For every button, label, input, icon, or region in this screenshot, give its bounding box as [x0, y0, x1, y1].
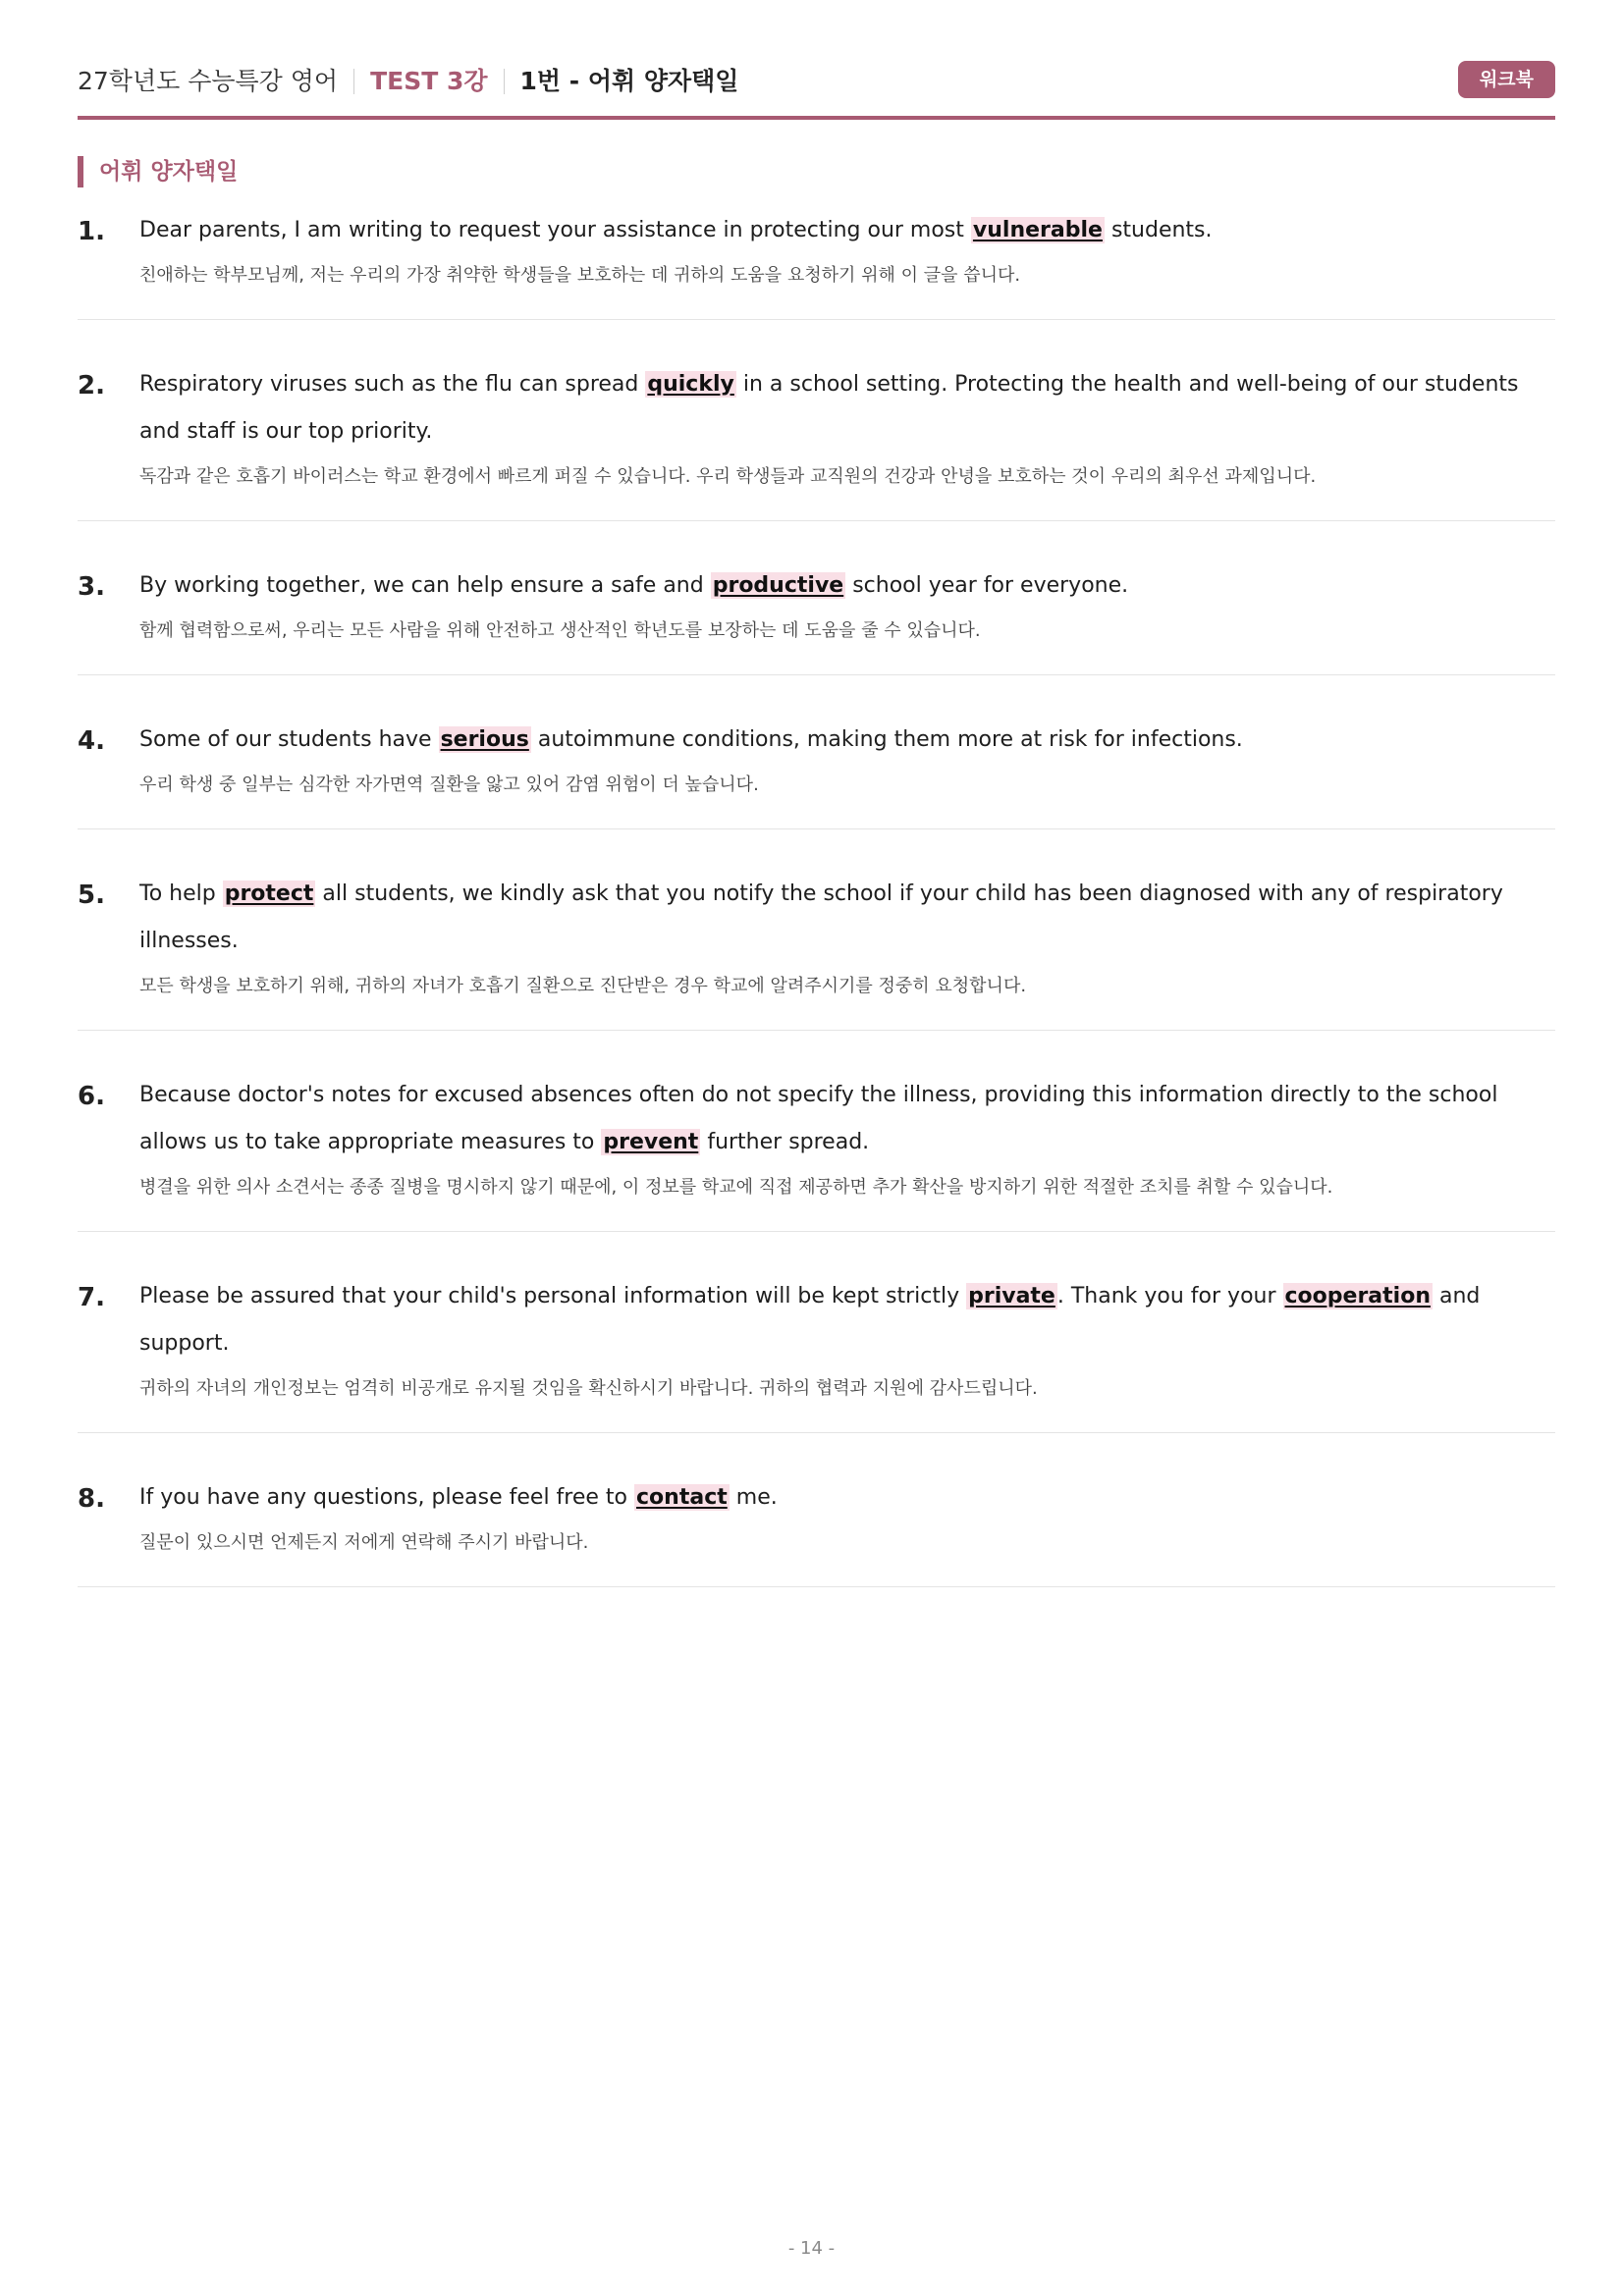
sentence-item: [78, 1066, 1555, 1232]
english-sentence: [139, 1267, 1555, 1367]
sentence-text: Because doctor's notes for excused absences often do not specify the illness, providing this information directly to the school allows us to take appropriate measures to: [139, 1083, 1498, 1154]
header-divider: [353, 69, 354, 94]
vocab-answer: vulnerable: [972, 218, 1103, 242]
sentence-text: further spread.: [700, 1130, 870, 1154]
english-sentence: [139, 865, 1555, 965]
sentence-item: [78, 355, 1555, 521]
korean-translation: 질문이 있으시면 언제든지 저에게 연락해 주시기 바랍니다.: [139, 1532, 589, 1553]
sentence-text: Some of our students have: [139, 727, 439, 752]
course-name: 27학년도 수능특강 영어: [78, 67, 339, 95]
sentence-text: Please be assured that your child's personal information will be kept strictly: [139, 1284, 967, 1308]
vocab-answer: quickly: [647, 372, 734, 397]
page-number: - 14 -: [787, 2238, 836, 2259]
workbook-badge: 워크북: [1458, 61, 1555, 98]
sentence-text: students.: [1104, 218, 1213, 242]
sentence-list: [78, 201, 1555, 1623]
sentence-number: 4.: [78, 726, 105, 756]
vocab-answer: contact: [636, 1485, 728, 1510]
english-sentence: [139, 1066, 1555, 1166]
sentence-number: 8.: [78, 1484, 105, 1514]
sentence-text: By working together, we can help ensure a safe and: [139, 573, 711, 598]
korean-translation: 함께 협력함으로써, 우리는 모든 사람을 위해 안전하고 생산적인 학년도를 보장하는 데 도움을 줄 수 있습니다.: [139, 620, 981, 641]
english-sentence: [139, 557, 1555, 610]
sentence-text: . Thank you for your: [1056, 1284, 1283, 1308]
sentence-item: [78, 711, 1555, 829]
korean-translation: 친애하는 학부모님께, 저는 우리의 가장 취약한 학생들을 보호하는 데 귀하의 도움을 요청하기 위해 이 글을 씁니다.: [139, 265, 1021, 286]
sentence-item: [78, 1468, 1555, 1587]
vocab-answer: serious: [440, 727, 529, 752]
section-title: 어휘 양자택일: [78, 156, 238, 187]
english-sentence: [139, 711, 1555, 764]
sentence-number: 5.: [78, 881, 105, 910]
vocab-answer: cooperation: [1284, 1284, 1431, 1308]
sentence-item: [78, 557, 1555, 675]
page-title: 1번 - 어휘 양자택일: [519, 67, 739, 95]
vocab-answer: productive: [712, 573, 844, 598]
vocab-answer: private: [968, 1284, 1055, 1308]
header-breadcrumb: [78, 67, 738, 96]
sentence-number: 3.: [78, 572, 105, 602]
vocab-answer: prevent: [603, 1130, 699, 1154]
sentence-text: Dear parents, I am writing to request your assistance in protecting our most: [139, 218, 971, 242]
sentence-number: 6.: [78, 1082, 105, 1111]
korean-translation: 귀하의 자녀의 개인정보는 엄격히 비공개로 유지될 것임을 확신하시기 바랍니다. 귀하의 협력과 지원에 감사드립니다.: [139, 1378, 1038, 1399]
sentence-item: [78, 865, 1555, 1031]
korean-translation: 병결을 위한 의사 소견서는 종종 질병을 명시하지 않기 때문에, 이 정보를 학교에 직접 제공하면 추가 확산을 방지하기 위한 적절한 조치를 취할 수 있습니다.: [139, 1177, 1333, 1198]
sentence-number: 7.: [78, 1283, 105, 1312]
korean-translation: 독감과 같은 호흡기 바이러스는 학교 환경에서 빠르게 퍼질 수 있습니다. 우리 학생들과 교직원의 건강과 안녕을 보호하는 것이 우리의 최우선 과제입니다.: [139, 466, 1317, 487]
sentence-text: me.: [729, 1485, 778, 1510]
english-sentence: [139, 201, 1555, 254]
test-label: TEST 3강: [370, 67, 488, 95]
sentence-text: If you have any questions, please feel free to: [139, 1485, 635, 1510]
korean-translation: 우리 학생 중 일부는 심각한 자가면역 질환을 앓고 있어 감염 위험이 더 높습니다.: [139, 774, 759, 795]
english-sentence: [139, 1468, 1555, 1522]
sentence-number: 1.: [78, 217, 105, 246]
sentence-text: Respiratory viruses such as the flu can spread: [139, 372, 646, 397]
sentence-text: and support.: [139, 1284, 1481, 1356]
english-sentence: [139, 355, 1555, 455]
vocab-answer: protect: [224, 881, 314, 906]
sentence-text: all students, we kindly ask that you notify the school if your child has been diagnosed with any of respiratory illnesses.: [139, 881, 1503, 953]
sentence-text: school year for everyone.: [845, 573, 1129, 598]
korean-translation: 모든 학생을 보호하기 위해, 귀하의 자녀가 호흡기 질환으로 진단받은 경우 학교에 알려주시기를 정중히 요청합니다.: [139, 976, 1027, 996]
sentence-item: [78, 1267, 1555, 1433]
sentence-number: 2.: [78, 371, 105, 400]
sentence-item: [78, 201, 1555, 320]
sentence-text: To help: [139, 881, 223, 906]
page-header: [78, 61, 1555, 120]
sentence-text: in a school setting. Protecting the health and well-being of our students and staff is our top priority.: [139, 372, 1519, 444]
header-divider: [504, 69, 505, 94]
sentence-text: autoimmune conditions, making them more at risk for infections.: [530, 727, 1243, 752]
